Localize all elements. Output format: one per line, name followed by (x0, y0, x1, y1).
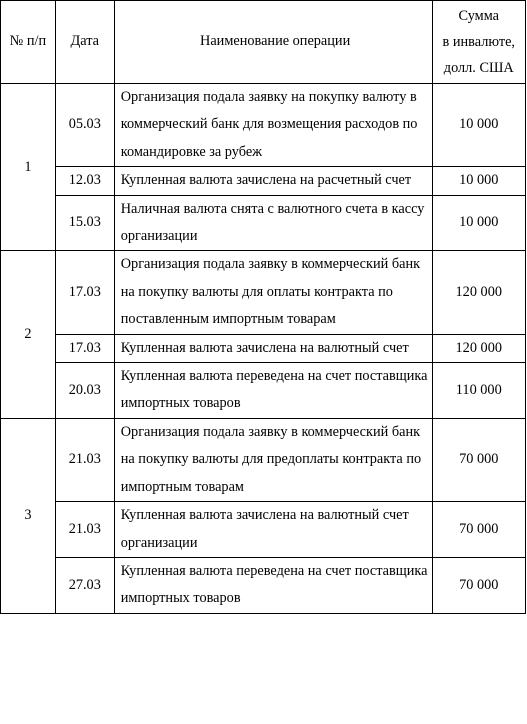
row-sum: 10 000 (432, 195, 525, 251)
group-number: 2 (1, 251, 56, 418)
table-row (1, 418, 526, 501)
row-sum: 70 000 (432, 502, 525, 558)
group-number: 3 (1, 418, 56, 613)
row-sum: 110 000 (432, 363, 525, 419)
header-sum-line2: в инвалюте, (442, 34, 515, 50)
row-operation-name: Купленная валюта зачислена на расчетный счет (114, 167, 432, 195)
row-date: 05.03 (55, 84, 114, 167)
table-row (1, 502, 526, 558)
header-sum-line3: долл. США (443, 60, 514, 76)
row-date: 21.03 (55, 502, 114, 558)
row-operation-name: Купленная валюта зачислена на валютный счет (114, 334, 432, 362)
header-date: Дата (55, 1, 114, 84)
row-operation-name: Купленная валюта переведена на счет поставщика импортных товаров (114, 363, 432, 419)
row-operation-name: Организация подала заявку на покупку валюту в коммерческий банк для возмещения расходов по командировке за рубеж (114, 84, 432, 167)
row-date: 21.03 (55, 418, 114, 501)
table-row (1, 251, 526, 334)
header-number: № п/п (1, 1, 56, 84)
row-operation-name: Купленная валюта переведена на счет поставщика импортных товаров (114, 557, 432, 613)
row-date: 17.03 (55, 334, 114, 362)
row-date: 12.03 (55, 167, 114, 195)
table-row (1, 84, 526, 167)
row-sum: 120 000 (432, 251, 525, 334)
row-date: 27.03 (55, 557, 114, 613)
table-row (1, 334, 526, 362)
header-row (1, 1, 526, 84)
row-sum: 70 000 (432, 418, 525, 501)
row-operation-name: Организация подала заявку в коммерческий банк на покупку валюты для оплаты контракта по поставленным импортным товарам (114, 251, 432, 334)
row-operation-name: Организация подала заявку в коммерческий банк на покупку валюты для предоплаты контракта по импортным товарам (114, 418, 432, 501)
header-operation-name: Наименование операции (114, 1, 432, 84)
row-date: 20.03 (55, 363, 114, 419)
header-sum (432, 1, 525, 84)
row-date: 17.03 (55, 251, 114, 334)
row-sum: 120 000 (432, 334, 525, 362)
table-row (1, 557, 526, 613)
row-date: 15.03 (55, 195, 114, 251)
group-number: 1 (1, 84, 56, 251)
table-row (1, 195, 526, 251)
table-row (1, 167, 526, 195)
row-sum: 70 000 (432, 557, 525, 613)
header-sum-line1: Сумма (458, 8, 500, 24)
table-row (1, 363, 526, 419)
row-sum: 10 000 (432, 167, 525, 195)
row-operation-name: Наличная валюта снята с валютного счета в кассу организации (114, 195, 432, 251)
table-body (1, 84, 526, 614)
row-sum: 10 000 (432, 84, 525, 167)
row-operation-name: Купленная валюта зачислена на валютный счет организации (114, 502, 432, 558)
